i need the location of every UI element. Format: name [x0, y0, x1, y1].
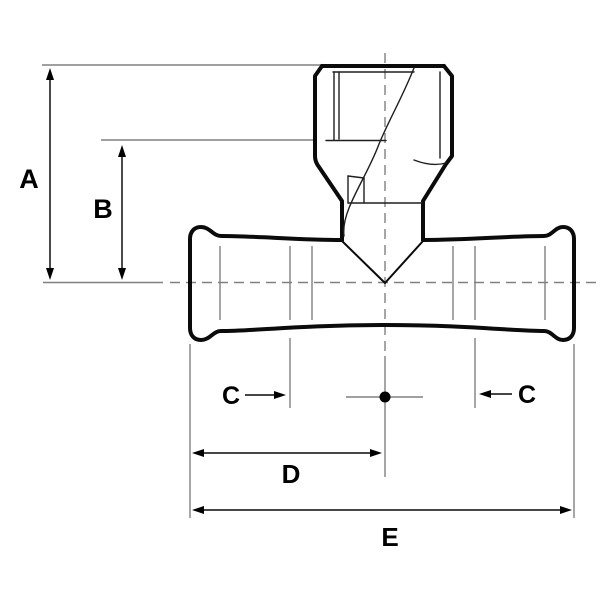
neck-step-line — [348, 176, 364, 178]
arrowhead-down — [46, 268, 54, 280]
arrowhead-left — [192, 506, 204, 514]
nut-left-side — [315, 66, 342, 240]
dimension-c-left-label: C — [221, 382, 241, 410]
dimension-d-label: D — [281, 459, 301, 489]
dimension-a-label: A — [19, 164, 39, 194]
dimension-b-label: B — [93, 194, 113, 224]
arrowhead-left — [479, 390, 491, 398]
extension-lines — [42, 53, 597, 518]
thread-reveal-curve — [344, 68, 414, 236]
arrowhead-left — [192, 449, 204, 457]
dimension-c-right — [479, 381, 536, 409]
dimension-b — [93, 145, 126, 280]
dimension-e — [192, 506, 572, 552]
nut-right-facet-arc — [414, 160, 446, 164]
inner-cone — [342, 241, 423, 283]
dimension-c-right-label: C — [517, 381, 537, 409]
arrowhead-up — [118, 145, 126, 157]
arrowhead-right — [560, 506, 572, 514]
arrowhead-right — [274, 391, 286, 399]
dimension-c-left — [222, 382, 286, 410]
center-point-dot — [380, 392, 391, 403]
dimension-d — [192, 449, 382, 489]
dimension-e-label: E — [381, 522, 399, 552]
tube-body — [190, 227, 574, 340]
arrowhead-down — [118, 268, 126, 280]
arrowhead-right — [370, 449, 382, 457]
nut-right-side — [423, 66, 452, 240]
arrowhead-up — [46, 68, 54, 80]
dimension-a — [19, 68, 54, 280]
